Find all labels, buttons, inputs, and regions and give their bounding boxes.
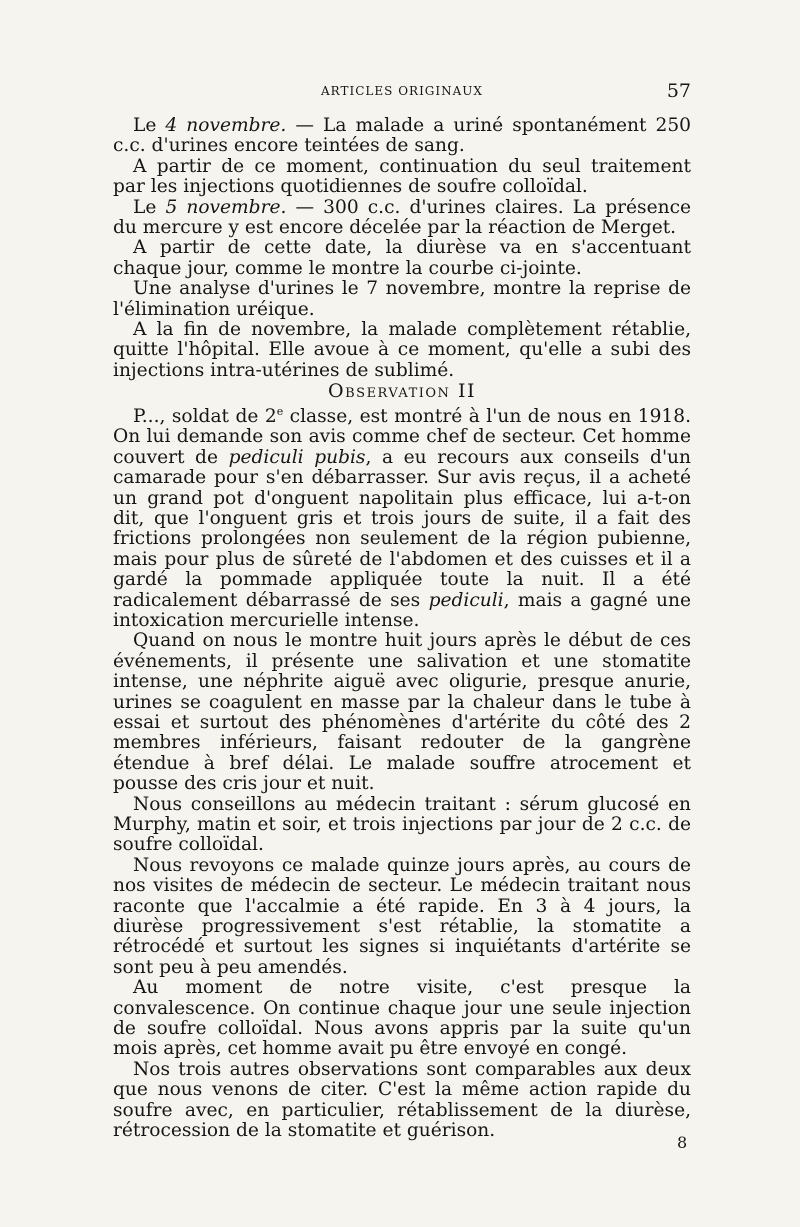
paragraph-followup: Nous revoyons ce malade quinze jours après, au cours de nos visites de médecin de secteur. Le médecin traitant nous raconte que l'accalmie a été rapide. En 3 à 4 jours, la diurèse progressivement s'est rétablie, la stomatite a rétrocédé et surtout les signes si inquiétants d'artérite se sont peu à peu amendés.	[113, 854, 691, 978]
section-title	[113, 381, 691, 401]
date-label: 5 novembre.	[165, 196, 287, 218]
paragraph-text: — La malade a uriné spontanément 250 c.c. d'urines encore teintées de sang.	[113, 115, 692, 157]
latin-term: pediculi pubis	[228, 446, 366, 468]
body-text	[113, 116, 691, 1142]
paragraph-text: classe, est montré à l'un de nous en 1918. On lui demande son avis comme chef de secteur. Cet homme couvert de	[113, 405, 691, 468]
paragraph-nov5	[113, 198, 691, 239]
running-title: ARTICLES ORIGINAUX	[321, 84, 483, 98]
paragraph-text: , a eu recours aux conseils d'un camarade pour s'en débarrasser. Sur avis reçus, il a acheté un grand pot d'onguent napolitain plus efficace, lui a-t-on dit, que l'onguent gris et trois jours de suite, il a fait des frictions prolongées non seulement de la région pubienne, mais pour plus de sûreté de l'abdomen et des cuisses et il a gardé la pommade appliquée toute la nuit. Il a été radicalement débarrassé de ses	[113, 446, 692, 611]
paragraph-symptoms: Quand on nous le montre huit jours après le début de ces événements, il présente une salivation et une stomatite intense, une néphrite aiguë avec oligurie, presque anurie, urines se coagulent en masse par la chaleur dans le tube à essai et surtout des phénomènes d'artérite du côté des 2 membres inférieurs, faisant redouter de la gangrène étendue à bref délai. Le malade souffre atrocement et pousse des cris jour et nuit.	[113, 630, 691, 795]
paragraph-text: — 300 c.c. d'urines claires. La présence du mercure y est encore décelée par la réaction de Merget.	[113, 196, 691, 239]
paragraph-treatment: Nous conseillons au médecin traitant : sérum glucosé en Murphy, matin et soir, et trois injections par jour de 2 c.c. de soufre colloïdal.	[113, 793, 691, 856]
paragraph-analysis: Une analyse d'urines le 7 novembre, montre la reprise de l'élimination uréique.	[113, 278, 691, 320]
section-title-text: Observation II	[328, 380, 476, 403]
paragraph-recovery: A la fin de novembre, la malade complètement rétablie, quitte l'hôpital. Elle avoue à ce moment, qu'elle a subi des injections intra-utérines de sublimé.	[113, 319, 691, 381]
latin-term: pediculi	[428, 589, 504, 611]
page-number: 57	[666, 80, 691, 102]
superscript: e	[276, 404, 284, 418]
paragraph-obs2-intro	[113, 402, 691, 632]
running-head	[113, 80, 691, 102]
signature-mark: 8	[677, 1133, 688, 1152]
paragraph-text: , mais a gagné une intoxication mercurielle intense.	[113, 589, 691, 631]
paragraph-conclusion: Nos trois autres observations sont comparables aux deux que nous venons de citer. C'est la même action rapide du soufre avec, en particulier, rétablissement de la diurèse, rétrocession de la stomatite et guérison.	[113, 1058, 691, 1142]
paragraph-text: P..., soldat de 2	[133, 405, 277, 427]
date-label: 4 novembre.	[165, 115, 287, 136]
paragraph-diuresis: A partir de cette date, la diurèse va en s'accentuant chaque jour, comme le montre la courbe ci-jointe.	[113, 237, 691, 279]
paragraph-convalescence: Au moment de notre visite, c'est presque la convalescence. On continue chaque jour une seule injection de soufre colloïdal. Nous avons appris par la suite qu'un mois après, cet homme avait pu être envoyé en congé.	[113, 977, 691, 1060]
paragraph-lead: Le	[133, 115, 166, 136]
paragraph-lead: Le	[133, 196, 166, 218]
paragraph-nov4	[113, 116, 691, 157]
paragraph-continuation: A partir de ce moment, continuation du seul traitement par les injections quotidiennes de soufre colloïdal.	[113, 155, 691, 198]
